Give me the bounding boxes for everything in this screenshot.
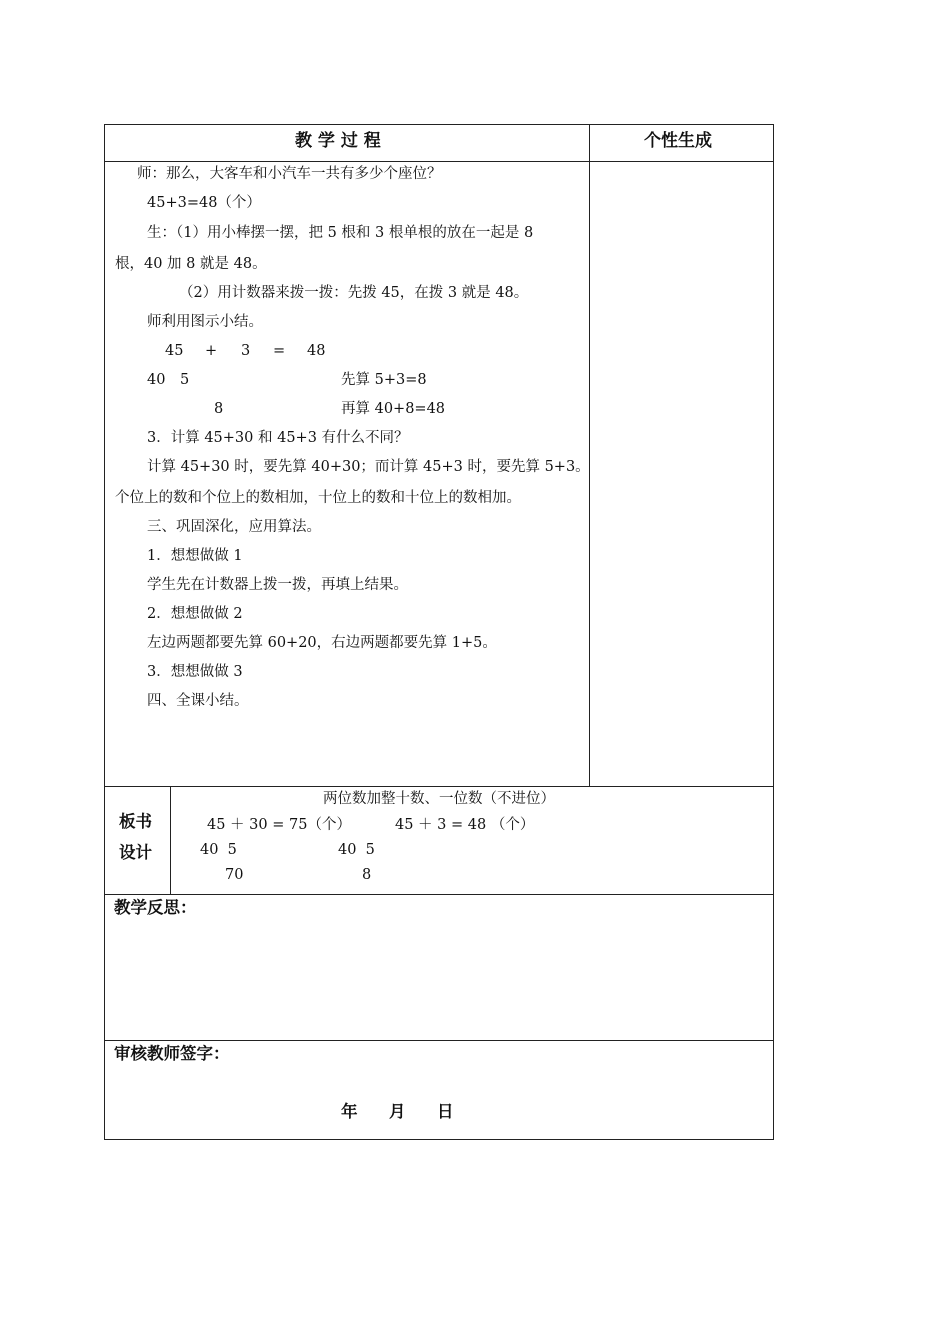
process-line: （2）用计数器来拨一拨：先拨 45，在拨 3 就是 48。	[179, 285, 529, 301]
date-month: 月	[389, 1102, 406, 1121]
diagram-number: 5	[180, 372, 190, 388]
process-line: 师：那么，大客车和小汽车一共有多少个座位？	[137, 166, 442, 182]
date-year: 年	[341, 1102, 358, 1121]
process-line: 2．想想做做 2	[147, 606, 243, 622]
process-line: 师利用图示小结。	[147, 314, 263, 330]
diagram-step: 再算 40+8=48	[341, 401, 446, 417]
diagram-operator: =	[273, 343, 286, 359]
row-divider	[105, 786, 773, 787]
process-line: 生：（1）用小棒摆一摆，把 5 根和 3 根单根的放在一起是 8	[147, 225, 534, 241]
board-result: 8	[362, 867, 372, 883]
process-line: 根，40 加 8 就是 48。	[115, 256, 267, 272]
row-divider	[105, 894, 773, 895]
board-label: 设计	[119, 843, 152, 862]
diagram-number: 8	[214, 401, 224, 417]
board-equation: 45 ＋ 30 = 75（个）	[207, 817, 351, 833]
process-line: 计算 45+30 时，要先算 40+30；而计算 45+3 时，要先算 5+3。	[147, 459, 590, 475]
diagram-number: 45	[165, 343, 184, 359]
process-line: 四、全课小结。	[147, 693, 249, 709]
board-split: 40 5	[338, 842, 375, 858]
board-result: 70	[225, 867, 244, 883]
column-divider	[170, 786, 171, 894]
diagram-number: 48	[307, 343, 326, 359]
personal-header: 个性生成	[644, 131, 712, 151]
process-line: 3．计算 45+30 和 45+3 有什么不同？	[147, 430, 409, 446]
process-line: 个位上的数和个位上的数相加，十位上的数和十位上的数相加。	[115, 490, 521, 506]
board-split: 40 5	[200, 842, 237, 858]
review-signature-label: 审核教师签字：	[114, 1044, 230, 1063]
process-line: 左边两题都要先算 60+20，右边两题都要先算 1+5。	[147, 635, 497, 651]
diagram-operator: +	[205, 343, 218, 359]
row-divider	[105, 1040, 773, 1041]
process-header: 教 学 过 程	[295, 131, 381, 151]
process-line: 三、巩固深化，应用算法。	[147, 519, 321, 535]
process-line: 1．想想做做 1	[147, 548, 243, 564]
row-divider	[105, 161, 773, 162]
board-title: 两位数加整十数、一位数（不进位）	[323, 791, 555, 807]
board-equation: 45 ＋ 3 = 48 （个）	[395, 817, 535, 833]
lesson-plan-table	[104, 124, 774, 1140]
date-day: 日	[437, 1102, 454, 1121]
process-line: 学生先在计数器上拨一拨，再填上结果。	[147, 577, 408, 593]
diagram-number: 40	[147, 372, 166, 388]
reflection-label: 教学反思：	[114, 898, 197, 917]
board-label: 板书	[119, 812, 152, 831]
diagram-number: 3	[241, 343, 251, 359]
column-divider	[589, 125, 590, 786]
process-line: 45+3=48（个）	[147, 195, 261, 211]
diagram-step: 先算 5+3=8	[341, 372, 427, 388]
process-line: 3．想想做做 3	[147, 664, 243, 680]
